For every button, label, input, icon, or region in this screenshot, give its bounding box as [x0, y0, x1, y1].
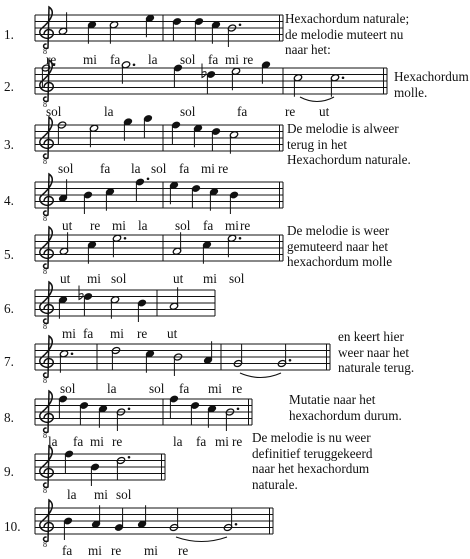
- note-icon: [111, 346, 120, 369]
- example-description: De melodie is alweer terug in het Hexachordum naturale.: [287, 121, 411, 167]
- augmentation-dot: [239, 23, 242, 26]
- solmization-syllable: ut: [62, 218, 73, 233]
- solmization-syllable: re: [178, 543, 189, 558]
- example-description: De melodie is weer gemuteerd naar het hexachordum molle: [287, 223, 393, 269]
- note-icon: [90, 463, 99, 486]
- note-icon: [135, 177, 149, 201]
- note-icon: [59, 350, 73, 373]
- treble-clef-8-icon: [40, 500, 53, 549]
- solmization-syllable: re: [285, 104, 296, 119]
- solmization-syllable: mi: [87, 271, 101, 286]
- solmization-syllable: la: [107, 381, 117, 396]
- note-icon: [145, 14, 154, 37]
- staff-example-6: [35, 282, 215, 331]
- solmization-syllable: fa: [62, 543, 73, 558]
- treble-clef-8-icon: [40, 174, 53, 223]
- solmization-syllable: ut: [60, 271, 71, 286]
- solmization-syllable: sol: [60, 381, 76, 396]
- note-icon: [143, 114, 152, 137]
- solmization-syllable: re: [46, 52, 57, 67]
- note-icon: [110, 296, 119, 319]
- note-icon: [227, 23, 241, 47]
- solmization-syllable: mi: [110, 326, 124, 341]
- note-icon: [116, 407, 130, 431]
- note-icon: [64, 450, 73, 473]
- note-icon: [112, 234, 126, 257]
- note-icon: [227, 234, 241, 257]
- note-icon: [123, 118, 132, 141]
- note-icon: [330, 74, 344, 97]
- solmization-syllable: re: [240, 218, 251, 233]
- solmization-syllable: mi: [225, 52, 239, 67]
- note-icon: [57, 121, 66, 144]
- solmization-syllable: ut: [167, 326, 178, 341]
- note-icon: [261, 61, 270, 84]
- solmization-syllable: fa: [203, 218, 214, 233]
- note-icon: [98, 405, 107, 428]
- solmization-syllable: fa: [196, 434, 207, 449]
- note-icon: [169, 509, 178, 532]
- clef-octave-mark: 8: [43, 322, 47, 331]
- tie: [300, 97, 334, 102]
- tie: [240, 373, 281, 378]
- note-icon: [193, 124, 202, 147]
- staff-example-5: [35, 227, 283, 276]
- solmization-syllable: fa: [110, 52, 121, 67]
- solmization-syllable: sol: [116, 487, 132, 502]
- note-icon: [169, 395, 178, 418]
- augmentation-dot: [147, 177, 150, 180]
- solmization-syllable: fa: [73, 434, 84, 449]
- augmentation-dot: [128, 456, 131, 459]
- solmization-syllable: re: [243, 52, 254, 67]
- treble-clef-8-icon: [40, 117, 53, 166]
- note-icon: [83, 191, 92, 214]
- note-icon: [58, 179, 67, 202]
- treble-clef-8-icon: [40, 227, 53, 276]
- clef-octave-mark: 8: [43, 267, 47, 276]
- note-icon: [207, 405, 216, 428]
- example-number: 8.: [4, 410, 14, 425]
- solmization-syllable: re: [90, 218, 101, 233]
- example-description: Mutatie naar het hexachordum durum.: [289, 392, 402, 423]
- solmization-syllable: sol: [149, 381, 165, 396]
- augmentation-dot: [239, 237, 242, 240]
- note-icon: [190, 401, 199, 424]
- tie: [176, 537, 227, 542]
- staff-example-3: [35, 114, 283, 166]
- note-icon: [203, 341, 212, 364]
- note-icon: [209, 188, 218, 211]
- note-icon: [293, 74, 302, 97]
- augmentation-dot: [133, 63, 136, 66]
- treble-clef-8-icon: [40, 7, 53, 56]
- solmization-syllable: re: [137, 326, 148, 341]
- note-icon: [169, 181, 178, 204]
- treble-clef-8-icon: [40, 446, 53, 495]
- example-description: Hexachordum naturale; de melodie muteert nu naar het:: [285, 11, 410, 57]
- solmization-syllable: la: [173, 434, 183, 449]
- note-icon: [223, 509, 237, 532]
- solmization-syllable: fa: [179, 381, 190, 396]
- note-icon: [225, 407, 239, 431]
- augmentation-dot: [235, 523, 238, 526]
- note-icon: [114, 509, 123, 532]
- staff-example-10: [35, 500, 273, 549]
- solmization-syllable: mi: [90, 434, 104, 449]
- solmization-syllable: sol: [111, 271, 127, 286]
- augmentation-dot: [71, 352, 74, 355]
- note-icon: [87, 241, 96, 264]
- example-number: 3.: [4, 137, 14, 152]
- note-icon: [194, 17, 203, 40]
- note-icon: [171, 121, 180, 144]
- note-icon: [202, 241, 211, 264]
- clef-octave-mark: 8: [43, 214, 47, 223]
- treble-clef-8-icon: [40, 336, 53, 385]
- example-number: 2.: [4, 79, 14, 94]
- note-icon: [58, 296, 67, 319]
- solmization-syllable: mi: [215, 434, 229, 449]
- example-number: 6.: [4, 301, 14, 316]
- staff-example-8: [35, 391, 252, 440]
- note-icon: [137, 505, 146, 528]
- solmization-syllable: sol: [180, 104, 196, 119]
- augmentation-dot: [128, 407, 131, 410]
- staff-example-4: [35, 174, 283, 223]
- note-icon: [229, 131, 238, 154]
- note-icon: [59, 232, 68, 255]
- solmization-syllable: mi: [112, 218, 126, 233]
- clef-octave-mark: 8: [43, 540, 47, 549]
- note-icon: [109, 21, 118, 44]
- solmization-syllable: ut: [173, 271, 184, 286]
- example-number: 5.: [4, 247, 14, 262]
- note-icon: [277, 345, 291, 368]
- clef-octave-mark: 8: [43, 100, 47, 109]
- augmentation-dot: [124, 237, 127, 240]
- solmization-syllable: fa: [237, 104, 248, 119]
- augmentation-dot: [237, 407, 240, 410]
- staff-example-7: [35, 336, 330, 385]
- note-icon: [116, 456, 130, 480]
- solmization-syllable: fa: [208, 52, 219, 67]
- note-icon: [173, 353, 182, 376]
- clef-octave-mark: 8: [43, 431, 47, 440]
- solmization-syllable: mi: [208, 381, 222, 396]
- clef-octave-mark: 8: [43, 376, 47, 385]
- solmization-syllable: re: [232, 381, 243, 396]
- note-icon: [211, 21, 220, 44]
- augmentation-dot: [342, 76, 345, 79]
- solmization-syllable: la: [67, 487, 77, 502]
- solmization-syllable: mi: [225, 218, 239, 233]
- clef-octave-mark: 8: [43, 157, 47, 166]
- note-icon: [172, 232, 181, 255]
- treble-clef-8-icon: [40, 391, 53, 440]
- treble-clef-8-icon: [40, 282, 53, 331]
- flat-icon: [202, 64, 206, 78]
- solmization-syllable: mi: [88, 543, 102, 558]
- note-icon: [172, 17, 181, 40]
- example-number: 4.: [4, 193, 14, 208]
- note-icon: [191, 184, 200, 207]
- solmization-syllable: sol: [175, 218, 191, 233]
- example-number: 1.: [4, 27, 14, 42]
- clef-octave-mark: 8: [43, 47, 47, 56]
- solmization-syllable: mi: [62, 326, 76, 341]
- note-icon: [58, 12, 67, 35]
- note-icon: [169, 287, 178, 310]
- solmization-syllable: mi: [83, 52, 97, 67]
- augmentation-dot: [289, 359, 292, 362]
- example-description: Hexachordum molle.: [394, 69, 469, 100]
- solmization-syllable: la: [104, 104, 114, 119]
- note-icon: [145, 350, 154, 373]
- solmization-syllable: la: [148, 52, 158, 67]
- flat-icon: [79, 286, 83, 300]
- solmization-syllable: la: [48, 434, 58, 449]
- note-icon: [231, 67, 240, 90]
- solmization-syllable: sol: [58, 161, 74, 176]
- note-icon: [89, 124, 98, 147]
- note-icon: [229, 191, 238, 214]
- example-number: 9.: [4, 464, 14, 479]
- solmization-syllable: la: [131, 161, 141, 176]
- note-icon: [121, 61, 135, 84]
- solmization-syllable: fa: [179, 161, 190, 176]
- solmization-syllable: mi: [144, 543, 158, 558]
- solmization-syllable: re: [112, 434, 123, 449]
- note-icon: [137, 299, 146, 322]
- solmization-syllable: sol: [229, 271, 245, 286]
- solmization-syllable: sol: [180, 52, 196, 67]
- solmization-syllable: fa: [83, 326, 94, 341]
- solmization-syllable: mi: [201, 161, 215, 176]
- note-icon: [79, 401, 88, 424]
- solmization-syllable: mi: [203, 271, 217, 286]
- note-icon: [105, 188, 114, 211]
- note-icon: [63, 517, 72, 540]
- note-icon: [211, 127, 220, 150]
- example-description: en keert hier weer naar het naturale terug.: [338, 329, 415, 375]
- solmization-syllable: re: [218, 161, 229, 176]
- note-icon: [233, 345, 242, 368]
- solmization-syllable: re: [111, 543, 122, 558]
- solmization-syllable: fa: [100, 161, 111, 176]
- solmization-syllable: ut: [319, 104, 330, 119]
- example-number: 7.: [4, 354, 14, 369]
- example-description: De melodie is nu weer definitief teruggekeerd naar het hexachordum naturale.: [252, 430, 373, 492]
- clef-octave-mark: 8: [43, 486, 47, 495]
- staff-example-1: [35, 7, 283, 56]
- solmization-syllable: re: [232, 434, 243, 449]
- note-icon: [58, 395, 67, 418]
- note-icon: [91, 505, 100, 528]
- solmization-syllable: mi: [94, 487, 108, 502]
- example-number: 10.: [4, 519, 21, 534]
- solmization-syllable: sol: [46, 104, 62, 119]
- solmization-syllable: sol: [151, 161, 167, 176]
- solmization-syllable: la: [138, 218, 148, 233]
- note-icon: [87, 21, 96, 44]
